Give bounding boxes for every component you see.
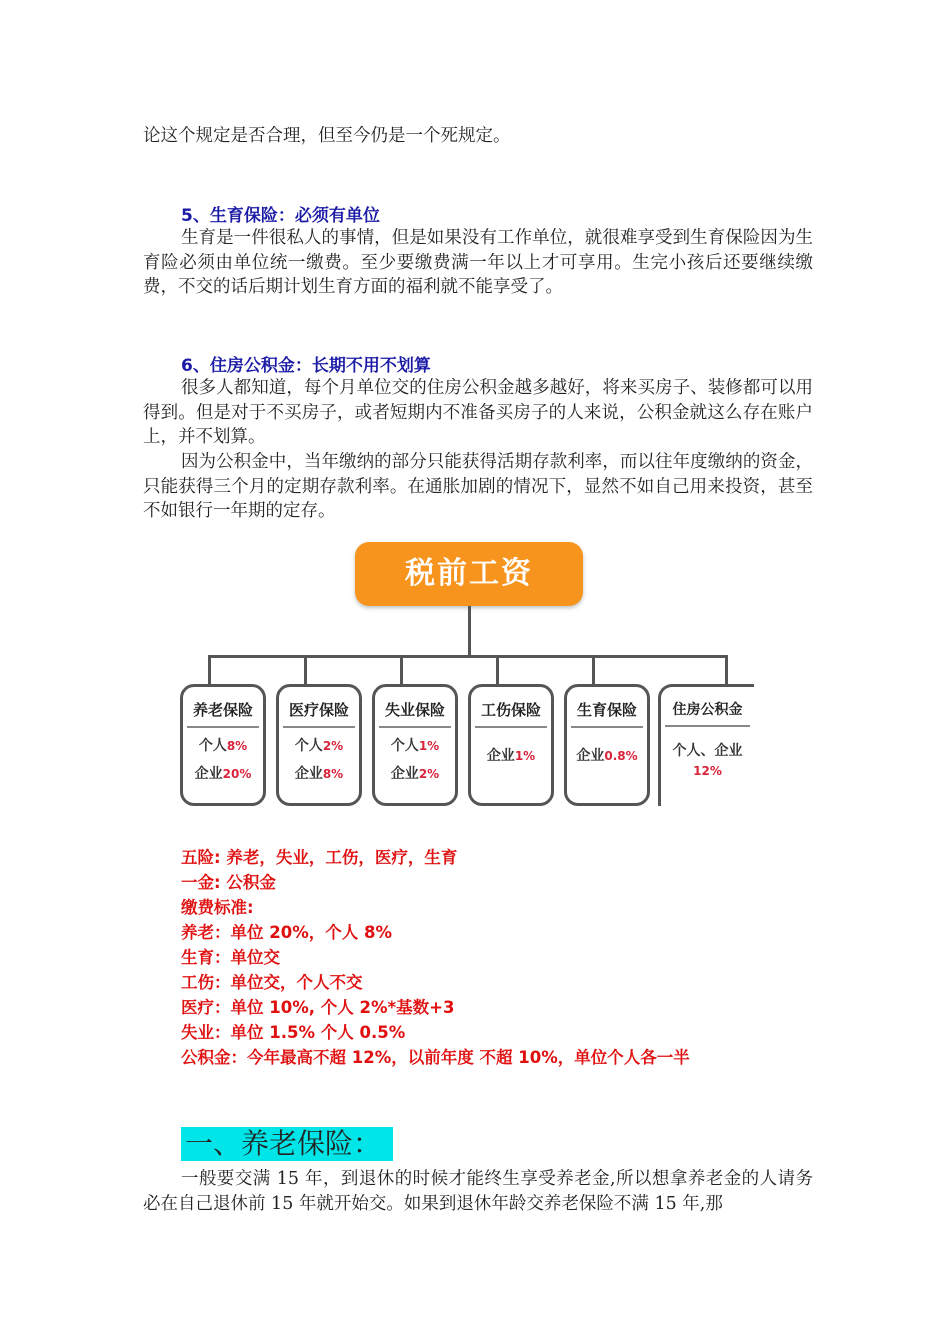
section-title-pension: 一、养老保险：	[181, 1127, 393, 1161]
connector-drop	[496, 655, 499, 685]
row-percent: 2%	[418, 767, 440, 781]
divider	[571, 726, 643, 728]
summary-line: 生育：单位交	[181, 948, 280, 967]
row-label: 个人	[198, 738, 227, 754]
row-label: 企业	[576, 748, 605, 764]
box-maternity-insurance	[564, 684, 650, 806]
box-title: 生育保险	[576, 701, 637, 719]
summary-line: 五险: 养老，失业，工伤，医疗，生育	[181, 848, 458, 867]
row-percent: 20%	[222, 767, 252, 781]
connector-drop	[725, 655, 728, 685]
section-heading-maternity: 5、生育保险：必须有单位	[181, 206, 380, 226]
summary-line: 缴费标准:	[181, 898, 254, 917]
row-label: 个人	[390, 738, 419, 754]
box-row	[183, 736, 263, 756]
row-percent: 8%	[322, 767, 344, 781]
box-unemployment-insurance	[372, 684, 458, 806]
box-title: 失业保险	[384, 701, 445, 719]
summary-line: 医疗：单位 10%, 个人 2%*基数+3	[181, 998, 455, 1017]
divider	[379, 726, 451, 728]
box-row	[375, 736, 455, 756]
row-label: 个人	[294, 738, 323, 754]
summary-line: 工伤：单位交，个人不交	[181, 973, 363, 992]
row-label: 企业	[486, 748, 515, 764]
box-medical-insurance	[276, 684, 362, 806]
row-percent: 2%	[322, 739, 344, 753]
connector-drop	[592, 655, 595, 685]
row-label: 企业	[390, 766, 419, 782]
box-row	[279, 764, 359, 784]
box-work-injury-insurance	[468, 684, 554, 806]
root-box-pretax-salary: 税前工资	[355, 542, 583, 606]
box-row	[661, 761, 754, 781]
summary-line: 公积金：今年最高不超 12%，以前年度 不超 10%，单位个人各一半	[181, 1048, 690, 1067]
box-row	[567, 746, 647, 766]
connector-drop	[208, 655, 211, 685]
row-percent: 0.8%	[604, 749, 638, 763]
connector-vertical	[468, 606, 471, 656]
box-title: 医疗保险	[288, 701, 349, 719]
box-housing-provident-fund	[658, 684, 754, 806]
row-percent: 12%	[693, 764, 722, 778]
housing-fund-paragraph-2: 因为公积金中，当年缴纳的部分只能获得活期存款利率，而以往年度缴纳的资金，只能获得三个月的定期存款利率。在通胀加剧的情况下，显然不如自己用来投资，甚至不如银行一年期的定存。	[143, 452, 813, 522]
row-label: 企业	[194, 766, 223, 782]
divider	[475, 726, 547, 728]
maternity-paragraph: 生育是一件很私人的事情，但是如果没有工作单位，就很难享受到生育保险因为生育险必须由单位统一缴费。至少要缴费满一年以上才可享用。生完小孩后还要继续缴费，不交的话后期计划生育方面的福利就不能享受了。	[143, 228, 813, 298]
connector-horizontal	[208, 655, 728, 658]
pension-paragraph: 一般要交满 15 年，到退休的时候才能终生享受养老金,所以想拿养老金的人请务必在自己退休前 15 年就开始交。如果到退休年龄交养老保险不满 15 年,那	[143, 1169, 813, 1214]
summary-line: 失业：单位 1.5% 个人 0.5%	[181, 1023, 406, 1042]
divider	[283, 726, 355, 728]
box-row	[661, 741, 754, 761]
connector-drop	[400, 655, 403, 685]
row-label: 个人、企业	[672, 743, 743, 759]
box-row	[471, 746, 551, 766]
intro-line: 论这个规定是否合理，但至今仍是一个死规定。	[143, 126, 511, 146]
housing-fund-paragraph-1: 很多人都知道，每个月单位交的住房公积金越多越好，将来买房子、装修都可以用得到。但是对于不买房子，或者短期内不准备买房子的人来说，公积金就这么存在账户上，并不划算。	[143, 378, 813, 448]
summary-line: 一金: 公积金	[181, 873, 276, 892]
box-row	[279, 736, 359, 756]
row-percent: 8%	[226, 739, 248, 753]
row-label: 企业	[294, 766, 323, 782]
box-title: 工伤保险	[480, 701, 541, 719]
box-row	[183, 764, 263, 784]
box-pension-insurance	[180, 684, 266, 806]
insurance-diagram	[180, 538, 760, 813]
box-row	[375, 764, 455, 784]
section-heading-housing-fund: 6、住房公积金：长期不用不划算	[181, 356, 431, 376]
summary-line: 养老：单位 20%，个人 8%	[181, 923, 392, 942]
box-title: 住房公积金	[672, 702, 743, 718]
connector-drop	[304, 655, 307, 685]
box-title: 养老保险	[192, 701, 253, 719]
row-percent: 1%	[514, 749, 536, 763]
divider	[665, 725, 750, 727]
row-percent: 1%	[418, 739, 440, 753]
divider	[187, 726, 259, 728]
